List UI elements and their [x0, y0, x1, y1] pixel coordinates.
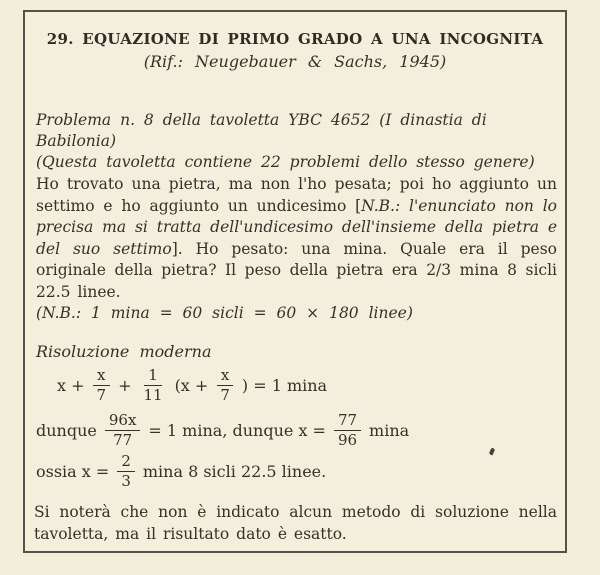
fraction-denominator: 7 — [220, 386, 230, 405]
eq1-term-lead: x + — [57, 375, 85, 395]
eq3-fraction-2-over-3 — [117, 453, 135, 491]
equation-2 — [36, 412, 409, 450]
fraction-denominator: 96 — [337, 431, 358, 450]
eq2-tail: mina — [369, 420, 410, 440]
eq1-open-paren: (x + — [174, 375, 209, 395]
eq2-lead: dunque — [36, 420, 97, 440]
statement-text-1: Ho trovato una pietra, ma non l'ho pesata; poi ho aggiunto un settimo e ho aggiunto un undicesimo [ — [36, 175, 557, 215]
fraction-numerator: x — [217, 367, 233, 386]
fraction-denominator: 3 — [121, 472, 131, 491]
eq1-plus: + — [118, 375, 132, 395]
statement-paragraph — [36, 174, 557, 303]
problem-heading-line1: Problema n. 8 della tavoletta YBC 4652 (I dinastia di Babilonia) — [36, 111, 487, 150]
section-title: 29. EQUAZIONE DI PRIMO GRADO A UNA INCOGNITA — [46, 30, 544, 48]
fraction-denominator: 77 — [113, 431, 133, 450]
solution-heading: Risoluzione moderna — [36, 342, 212, 361]
fraction-numerator: 96x — [105, 412, 141, 431]
eq2-fraction-96x-over-77 — [105, 412, 141, 450]
equation-1 — [57, 367, 327, 405]
eq3-lead: ossia x = — [36, 461, 110, 481]
closing-remark: Si noterà che non è indicato alcun metodo di soluzione nella tavoletta, ma il risultato dato è esatto. — [34, 503, 557, 543]
problem-statement — [36, 174, 557, 325]
fraction-numerator: x — [93, 367, 109, 386]
content-border-frame — [23, 10, 567, 553]
eq3-tail: mina 8 sicli 22.5 linee. — [142, 461, 327, 481]
eq1-fraction-1-over-11 — [139, 367, 166, 405]
problem-heading-line2: (Questa tavoletta contiene 22 problemi dello stesso genere) — [36, 153, 535, 171]
fraction-denominator: 7 — [96, 386, 107, 405]
section-reference: (Rif.: Neugebauer & Sachs, 1945) — [143, 52, 447, 71]
units-note: (N.B.: 1 mina = 60 sicli = 60 × 180 linee) — [36, 304, 413, 322]
eq1-result: ) = 1 mina — [241, 375, 328, 395]
fraction-denominator: 11 — [143, 386, 163, 405]
eq1-fraction-x-over-7 — [93, 367, 111, 405]
statement-text-2: ]. Ho pesato: una mina. Quale era il peso originale della pietra? Il peso della pietra era 2/3 mina 8 sicli 22.5 linee. — [36, 239, 557, 301]
equation-3 — [36, 453, 326, 491]
statement-inline-note: N.B.: l'enunciato non lo precisa ma si tratta dell'undicesimo dell'insieme della pietra e del suo settimo — [36, 196, 557, 258]
fraction-numerator: 77 — [334, 412, 361, 431]
fraction-numerator: 1 — [144, 367, 162, 386]
problem-heading — [36, 110, 557, 173]
fraction-numerator: 2 — [117, 453, 135, 472]
eq2-middle: = 1 mina, dunque x = — [148, 420, 326, 440]
eq2-fraction-77-over-96 — [334, 412, 361, 450]
eq1-fraction-x-over-7b — [216, 367, 234, 405]
